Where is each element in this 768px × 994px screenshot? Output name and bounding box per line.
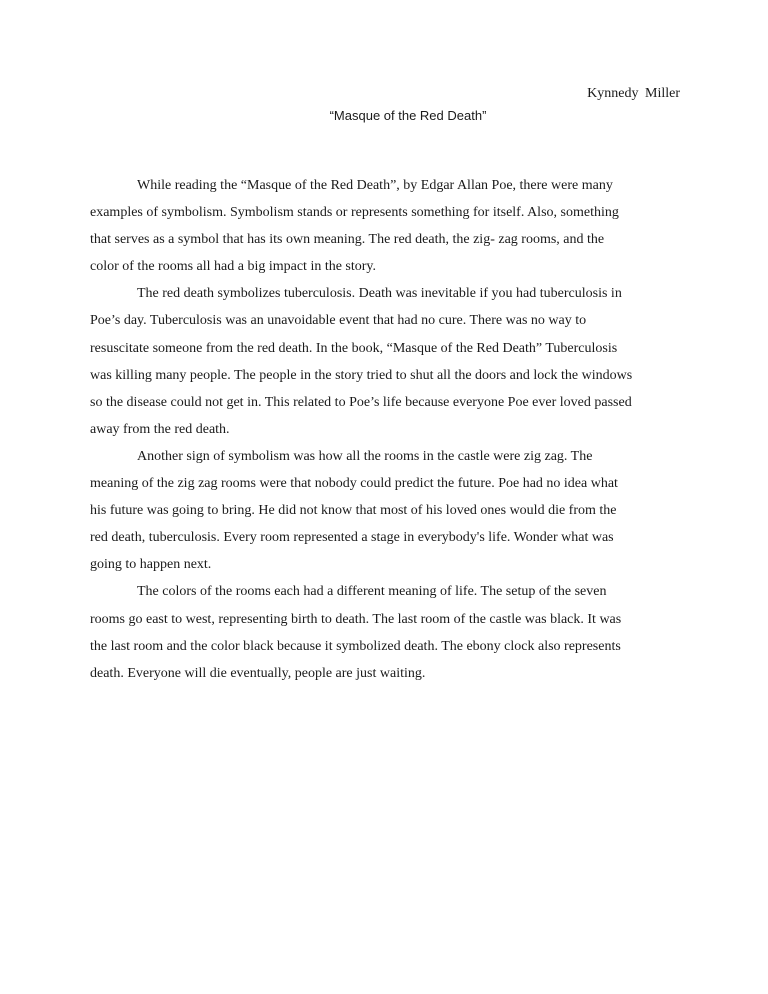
text-line: was killing many people. The people in the story tried to shut all the doors and lock the windows: [90, 367, 633, 383]
text-line: going to happen next.: [90, 557, 212, 573]
text-line: away from the red death.: [90, 421, 230, 437]
text-line: The red death symbolizes tuberculosis. Death was inevitable if you had tuberculosis in: [137, 286, 622, 302]
paragraph-4: [90, 578, 632, 686]
essay-body: [90, 172, 632, 687]
text-line: meaning of the zig zag rooms were that nobody could predict the future. Poe had no idea what: [90, 476, 618, 492]
text-line: The colors of the rooms each had a different meaning of life. The setup of the seven: [137, 584, 607, 600]
text-line: color of the rooms all had a big impact in the story.: [90, 259, 377, 275]
paragraph-3: [90, 443, 632, 578]
text-line: examples of symbolism. Symbolism stands or represents something for itself. Also, something: [90, 205, 619, 221]
text-line: resuscitate someone from the red death. In the book, “Masque of the Red Death” Tuberculosis: [90, 340, 618, 356]
text-line: so the disease could not get in. This related to Poe’s life because everyone Poe ever loved passed: [90, 394, 632, 410]
essay-title: “Masque of the Red Death”: [329, 108, 487, 123]
text-line: rooms go east to west, representing birth to death. The last room of the castle was black. It was: [90, 611, 622, 627]
paragraph-2: [90, 280, 632, 443]
text-line: Poe’s day. Tuberculosis was an unavoidable event that had no cure. There was no way to: [90, 313, 587, 329]
text-line: the last room and the color black because it symbolized death. The ebony clock also represents: [90, 638, 621, 654]
author-name: Kynnedy Miller: [587, 86, 680, 101]
text-line: that serves as a symbol that has its own meaning. The red death, the zig- zag rooms, and the: [90, 232, 605, 248]
text-line: Another sign of symbolism was how all the rooms in the castle were zig zag. The: [137, 448, 593, 464]
text-line: red death, tuberculosis. Every room represented a stage in everybody's life. Wonder what was: [90, 530, 614, 546]
text-line: While reading the “Masque of the Red Death”, by Edgar Allan Poe, there were many: [137, 178, 613, 193]
paragraph-1: [90, 172, 632, 280]
text-line: death. Everyone will die eventually, people are just waiting.: [90, 665, 426, 681]
text-line: his future was going to bring. He did not know that most of his loved ones would die from the: [90, 503, 617, 519]
